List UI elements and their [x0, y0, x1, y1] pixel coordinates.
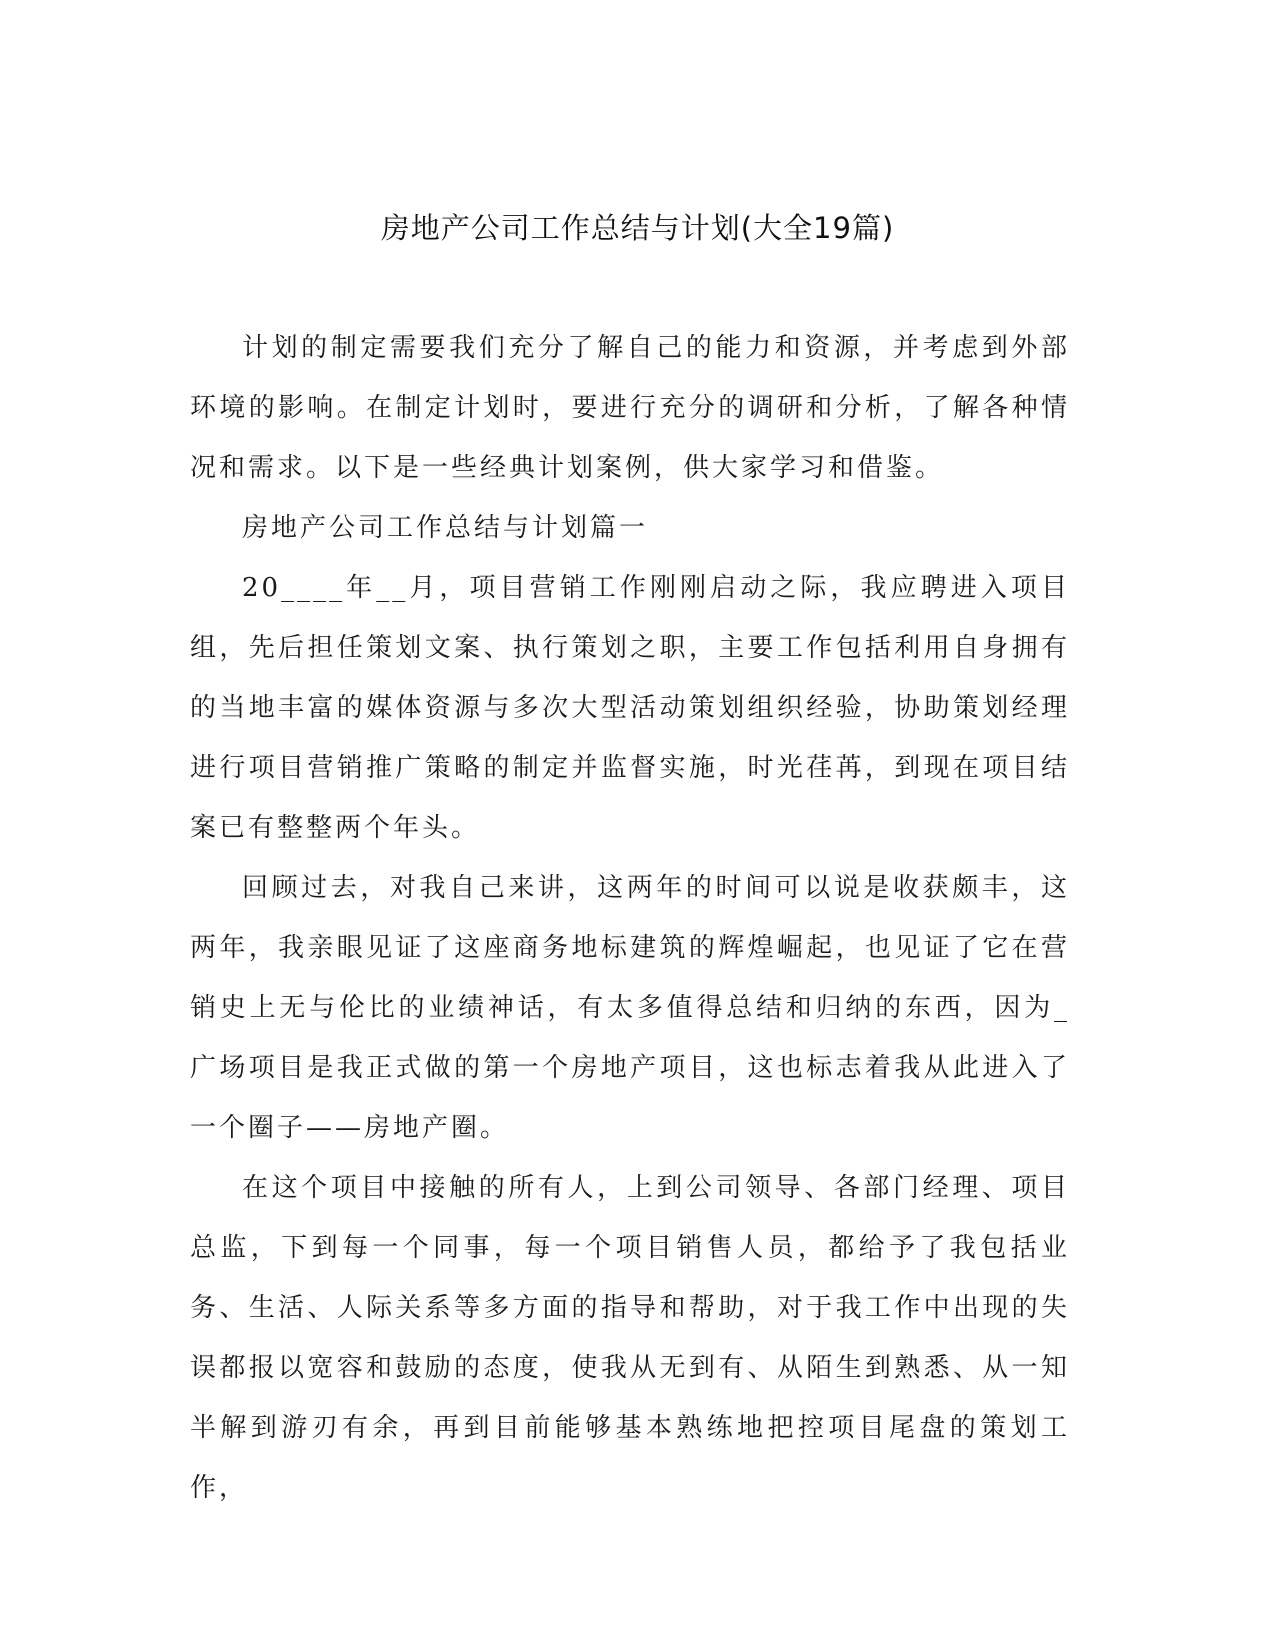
paragraph: 20____年__月，项目营销工作刚刚启动之际，我应聘进入项目组，先后担任策划文案、执行策划之职，主要工作包括利用自身拥有的当地丰富的媒体资源与多次大型活动策划组织经验，协助策划经理进行项目营销推广策略的制定并监督实施，时光荏苒，到现在项目结案已有整整两个年头。	[190, 573, 1070, 843]
paragraph: 回顾过去，对我自己来讲，这两年的时间可以说是收获颇丰，这两年，我亲眼见证了这座商务地标建筑的辉煌崛起，也见证了它在营销史上无与伦比的业绩神话，有太多值得总结和归纳的东西，因为_广场项目是我正式做的第一个房地产项目，这也标志着我从此进入了一个圈子——房地产圈。	[190, 873, 1070, 1143]
paragraph-intro: 计划的制定需要我们充分了解自己的能力和资源，并考虑到外部环境的影响。在制定计划时，要进行充分的调研和分析，了解各种情况和需求。以下是一些经典计划案例，供大家学习和借鉴。	[190, 333, 1070, 483]
paragraph: 在这个项目中接触的所有人，上到公司领导、各部门经理、项目总监，下到每一个同事，每一个项目销售人员，都给予了我包括业务、生活、人际关系等多方面的指导和帮助，对于我工作中出现的失误都报以宽容和鼓励的态度，使我从无到有、从陌生到熟悉、从一知半解到游刃有余，再到目前能够基本熟练地把控项目尾盘的策划工作，	[190, 1173, 1070, 1503]
document-body	[190, 318, 1070, 1518]
document-title: 房地产公司工作总结与计划(大全19篇)	[380, 211, 895, 245]
section-heading: 房地产公司工作总结与计划篇一	[242, 513, 649, 543]
